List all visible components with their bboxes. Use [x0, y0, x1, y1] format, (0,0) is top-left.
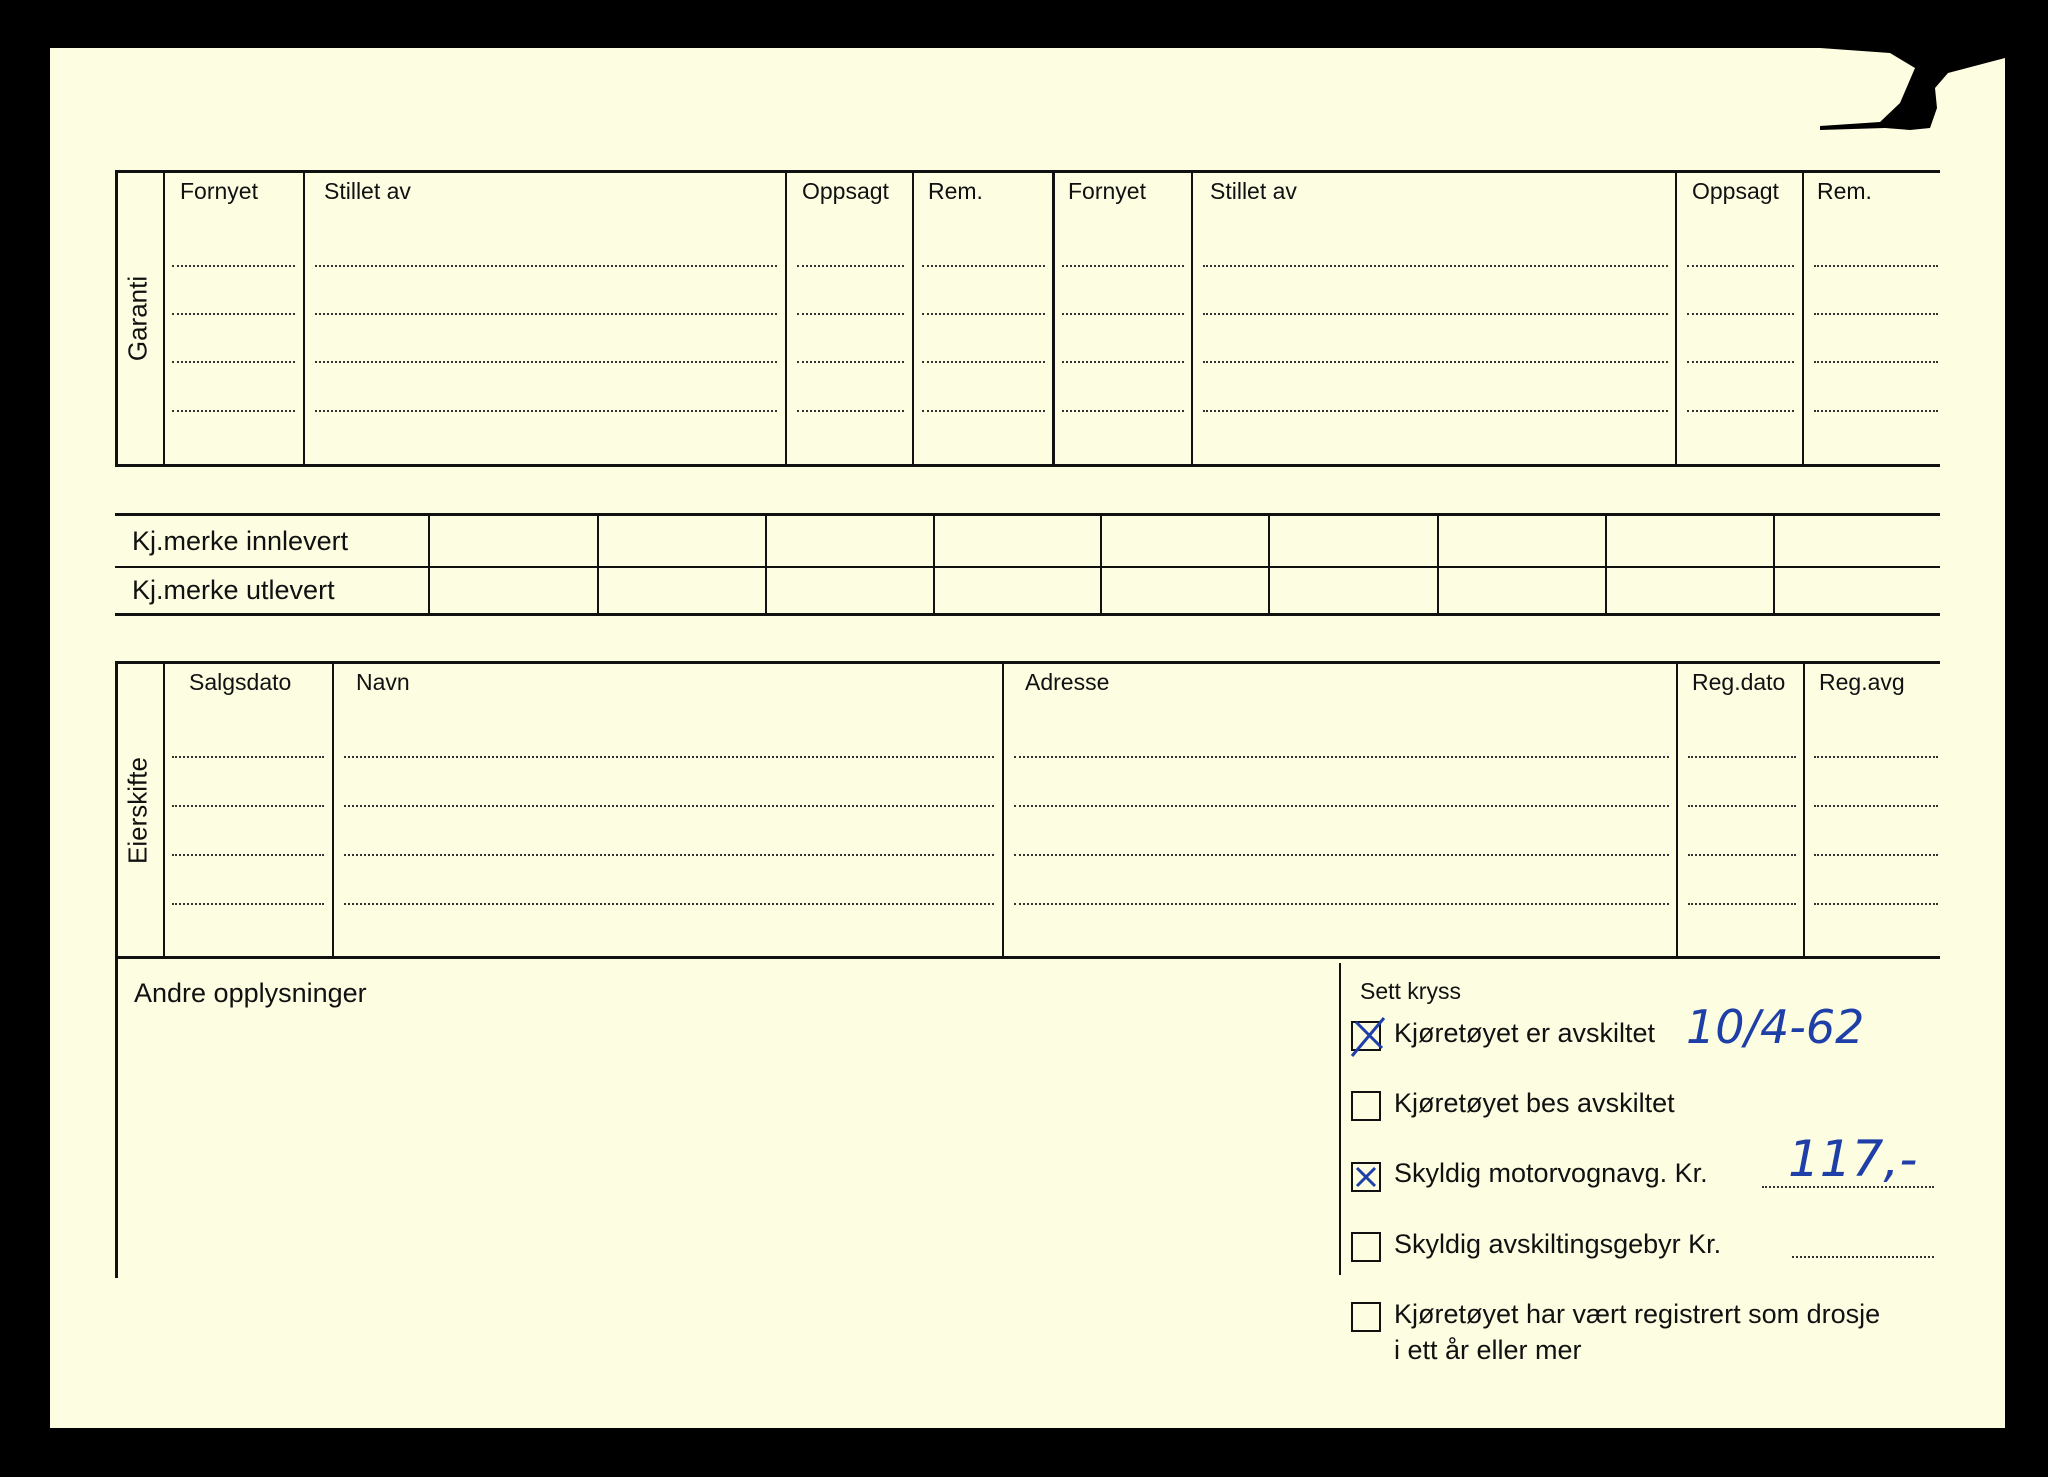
- garanti-col-rem-2: Rem.: [1817, 178, 1872, 204]
- label-drosje-line1: Kjøretøyet har vært registrert som drosje: [1394, 1299, 1881, 1329]
- eierskifte-col-navn: Navn: [356, 669, 410, 695]
- label-bes-avskiltet: Kjøretøyet bes avskiltet: [1394, 1088, 1675, 1118]
- label-avskiltingsgebyr: Skyldig avskiltingsgebyr Kr.: [1394, 1229, 1722, 1259]
- torn-corner: [50, 48, 2005, 188]
- andre-opplysninger-label: Andre opplysninger: [134, 978, 367, 1008]
- checkbox-avskiltingsgebyr[interactable]: [1351, 1232, 1381, 1262]
- registration-card: [50, 48, 2005, 1428]
- eierskifte-col-adresse: Adresse: [1025, 669, 1110, 695]
- eierskifte-side-label: Eierskifte: [122, 757, 153, 864]
- label-drosje-line2: i ett år eller mer: [1394, 1335, 1582, 1365]
- garanti-col-oppsagt-2: Oppsagt: [1692, 178, 1779, 204]
- garanti-col-fornyet-2: Fornyet: [1068, 178, 1146, 204]
- check-mark-icon: [1346, 1014, 1391, 1059]
- gebyr-dotted-line: [1792, 1256, 1934, 1258]
- label-avskiltet: Kjøretøyet er avskiltet: [1394, 1018, 1656, 1048]
- cross-mark-icon: [1351, 1162, 1381, 1192]
- garanti-col-fornyet: Fornyet: [180, 178, 258, 204]
- garanti-col-rem: Rem.: [928, 178, 983, 204]
- garanti-col-stillet-av: Stillet av: [324, 178, 411, 204]
- eierskifte-col-reg-avg: Reg.avg: [1819, 669, 1905, 695]
- eierskifte-col-salgsdato: Salgsdato: [189, 669, 292, 695]
- kj-merke-innlevert-label: Kj.merke innlevert: [132, 526, 349, 556]
- checkbox-bes-avskiltet[interactable]: [1351, 1091, 1381, 1121]
- eierskifte-col-reg-dato: Reg.dato: [1692, 669, 1786, 695]
- handwritten-date: 10/4-62: [1686, 1000, 1865, 1054]
- sett-kryss-heading: Sett kryss: [1360, 978, 1461, 1004]
- garanti-col-stillet-av-2: Stillet av: [1210, 178, 1297, 204]
- label-motorvognavgift: Skyldig motorvognavg. Kr.: [1394, 1158, 1708, 1188]
- checkbox-drosje[interactable]: [1351, 1302, 1381, 1332]
- garanti-side-label: Garanti: [122, 275, 153, 362]
- garanti-col-oppsagt: Oppsagt: [802, 178, 889, 204]
- handwritten-amount: 117,-: [1788, 1130, 1918, 1188]
- kj-merke-utlevert-label: Kj.merke utlevert: [132, 575, 335, 605]
